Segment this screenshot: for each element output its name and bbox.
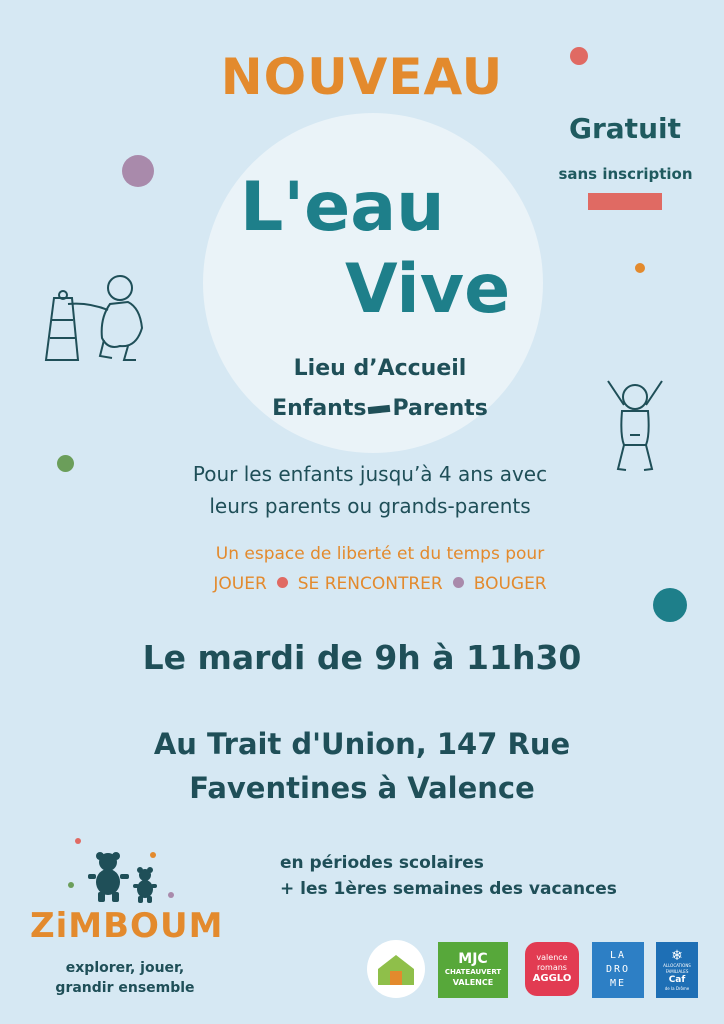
schedule-day: Le mardi de 9h à 11h30 [142,638,582,677]
drome-line-2: DRO [605,964,631,975]
audience-line-1: Pour les enfants jusqu’à 4 ans avec [192,462,548,486]
decorative-dot [68,882,74,888]
periods-block [280,850,617,902]
address-block [0,722,724,810]
zimboum-slogan [30,958,220,998]
periods-line-2: + les 1ères semaines des vacances [280,879,617,899]
bears-icon [80,848,170,904]
activity-separator-dot [277,577,288,588]
slogan-line-2: grandir ensemble [55,980,195,996]
caf-line-2: Caf [668,974,686,985]
caf-line-1: ALLOCATIONS FAMILIALES [663,962,691,974]
valence-line-3: AGGLO [532,973,572,984]
title-line-2: Vive [345,250,511,329]
child-stacking-rings-icon [38,268,150,368]
valence-line-2: romans [537,963,567,972]
drome-line-3: ME [609,978,627,989]
trait-union-house-icon [374,949,418,989]
nouveau-heading: NOUVEAU [220,48,504,106]
decorative-dot [122,155,154,187]
subtitle-enfants: Enfants [272,396,367,421]
address-line-1: Au Trait d'Union, 147 Rue [153,727,571,761]
title-line-1: L'eau [240,168,445,247]
subtitle-parents: Parents [392,396,488,421]
zimboum-logo-text: ZiMBOUM [30,906,224,946]
subtitle-dash [368,404,391,413]
mjc-line-1: MJC [458,951,488,967]
gratuit-label: Gratuit [569,112,681,145]
valence-line-1: valence [536,953,568,962]
mjc-line-3: VALENCE [452,978,494,987]
partner-logo-caf [656,942,698,998]
partner-logo-trait-union [367,940,425,998]
address-line-2: Faventines à Valence [189,771,535,805]
activity-bouger: BOUGER [473,574,547,594]
audience-text [100,458,640,522]
gratuit-underline-bar [588,193,662,210]
espace-intro: Un espace de liberté et du temps pour [215,544,545,564]
mjc-line-2: CHATEAUVERT [444,968,502,976]
partner-logo-la-drome [592,942,644,998]
activity-se-rencontrer: SE RENCONTRER [297,574,443,594]
subtitle-enfants-parents [200,396,560,421]
decorative-dot [57,455,74,472]
drome-line-1: LA [609,950,627,961]
activities-row [100,574,660,594]
caf-snowflake-icon: ❄ [671,947,683,964]
decorative-dot [75,838,81,844]
periods-line-1: en périodes scolaires [280,853,484,873]
slogan-line-1: explorer, jouer, [65,960,185,976]
decorative-dot [635,263,645,273]
caf-line-3: de la Drôme [664,985,690,991]
partner-logo-valence-agglo [525,942,579,996]
sans-inscription-label: sans inscription [558,165,693,183]
subtitle-lieu: Lieu d’Accueil [293,356,467,381]
partner-logo-mjc [438,942,508,998]
activity-separator-dot [453,577,464,588]
activity-jouer: JOUER [213,574,267,594]
audience-line-2: leurs parents ou grands-parents [209,494,531,518]
